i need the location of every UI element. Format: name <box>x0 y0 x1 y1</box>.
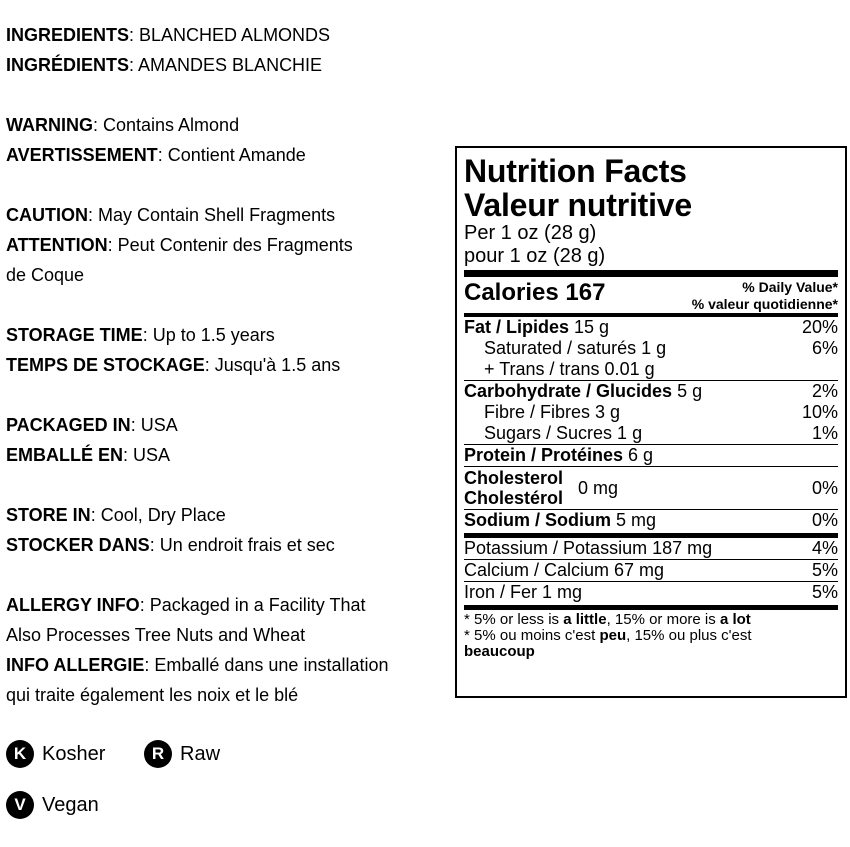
caution-en <box>6 200 456 230</box>
protein-amount: 6 g <box>623 445 654 465</box>
daily-value-header <box>692 279 838 313</box>
kosher-icon: K <box>6 740 34 768</box>
allergy-en <box>6 590 456 620</box>
allergy-fr-label: INFO ALLERGIE <box>6 655 145 675</box>
store-fr <box>6 530 456 560</box>
sugars-dv: 1% <box>811 423 838 443</box>
storage-en <box>6 320 456 350</box>
fat-amount: 15 g <box>569 317 610 337</box>
fat-label: Fat / Lipides <box>464 317 570 337</box>
saturated-label: Saturated / saturés 1 g <box>484 338 667 358</box>
allergy-fr <box>6 650 456 680</box>
warning-en-value: : Contains Almond <box>93 115 240 135</box>
caution-fr-label: ATTENTION <box>6 235 108 255</box>
footnote <box>464 610 838 660</box>
sugars-label: Sugars / Sucres 1 g <box>484 423 643 443</box>
footnote-fr: * 5% ou moins c'est peu, 15% ou plus c'est <box>464 627 752 644</box>
cholesterol-label <box>464 468 563 508</box>
cholesterol-amount: 0 mg <box>578 477 619 498</box>
warning-fr-label: AVERTISSEMENT <box>6 145 158 165</box>
nutrition-title-en: Nutrition Facts <box>464 153 687 189</box>
packaged-en <box>6 410 456 440</box>
ingredients-fr-label: INGRÉDIENTS <box>6 55 130 75</box>
fat-row <box>464 317 838 338</box>
carb-row <box>464 381 838 402</box>
store-fr-value: : Un endroit frais et sec <box>149 535 335 555</box>
fibre-row <box>464 402 838 423</box>
sodium-label: Sodium / Sodium <box>464 510 611 530</box>
product-info <box>6 20 456 710</box>
daily-value-fr: % valeur quotidienne* <box>691 296 838 312</box>
sodium-row <box>464 510 838 531</box>
calcium-dv: 5% <box>811 560 838 580</box>
potassium-dv: 4% <box>811 538 838 558</box>
caution-fr-value: : Peut Contenir des Fragments <box>107 235 353 255</box>
storage-fr-value: : Jusqu'à 1.5 ans <box>204 355 341 375</box>
kosher-badge <box>6 740 105 768</box>
fibre-dv: 10% <box>801 402 838 422</box>
nutrition-title-fr: Valeur nutritive <box>464 187 692 223</box>
caution-fr-cont: de Coque <box>6 265 85 285</box>
ingredients-en-value: : BLANCHED ALMONDS <box>129 25 331 45</box>
serving-size-en: Per 1 oz (28 g) <box>464 222 597 244</box>
caution-en-value: : May Contain Shell Fragments <box>88 205 336 225</box>
calcium-label: Calcium / Calcium 67 mg <box>464 560 665 580</box>
vegan-icon: V <box>6 791 34 819</box>
potassium-label: Potassium / Potassium 187 mg <box>464 538 713 558</box>
cholesterol-row <box>464 467 838 509</box>
trans-row <box>464 359 838 380</box>
allergy-en-value: : Packaged in a Facility That <box>139 595 366 615</box>
daily-value-en: % Daily Value* <box>742 279 838 295</box>
storage-en-label: STORAGE TIME <box>6 325 143 345</box>
raw-label: Raw <box>180 742 221 765</box>
calories-row <box>464 277 838 313</box>
footnote-fr-cont: beaucoup <box>464 643 535 660</box>
allergy-en-label: ALLERGY INFO <box>6 595 140 615</box>
storage-fr-label: TEMPS DE STOCKAGE <box>6 355 205 375</box>
saturated-row <box>464 338 838 359</box>
store-en-value: : Cool, Dry Place <box>90 505 226 525</box>
cholesterol-label-en: Cholesterol <box>464 468 564 488</box>
nutrition-facts-panel <box>455 146 847 698</box>
allergy-fr-cont: qui traite également les noix et le blé <box>6 685 299 705</box>
saturated-dv: 6% <box>811 338 838 358</box>
warning-fr <box>6 140 456 170</box>
calcium-row <box>464 560 838 581</box>
packaged-fr <box>6 440 456 470</box>
carb-dv: 2% <box>811 381 838 401</box>
ingredients-fr-value: : AMANDES BLANCHIE <box>129 55 323 75</box>
warning-en <box>6 110 456 140</box>
caution-fr <box>6 230 456 260</box>
trans-label: + Trans / trans 0.01 g <box>484 359 655 379</box>
storage-fr <box>6 350 456 380</box>
iron-label: Iron / Fer 1 mg <box>464 582 583 602</box>
sodium-amount: 5 mg <box>611 510 657 530</box>
kosher-label: Kosher <box>42 742 106 765</box>
allergy-fr-value: : Emballé dans une installation <box>144 655 389 675</box>
iron-dv: 5% <box>811 582 838 602</box>
raw-badge <box>144 740 220 768</box>
allergy-en-cont: Also Processes Tree Nuts and Wheat <box>6 625 306 645</box>
protein-label: Protein / Protéines <box>464 445 624 465</box>
packaged-en-value: : USA <box>130 415 178 435</box>
fibre-label: Fibre / Fibres 3 g <box>484 402 621 422</box>
vegan-badge <box>6 791 99 819</box>
store-fr-label: STOCKER DANS <box>6 535 150 555</box>
calories: Calories 167 <box>464 279 606 306</box>
storage-en-value: : Up to 1.5 years <box>142 325 275 345</box>
packaged-en-label: PACKAGED IN <box>6 415 131 435</box>
cholesterol-dv: 0% <box>811 477 838 498</box>
packaged-fr-label: EMBALLÉ EN <box>6 445 123 465</box>
carb-label: Carbohydrate / Glucides <box>464 381 673 401</box>
cholesterol-label-fr: Cholestérol <box>464 488 564 508</box>
iron-row <box>464 582 838 603</box>
raw-icon: R <box>144 740 172 768</box>
store-en <box>6 500 456 530</box>
ingredients-fr <box>6 50 456 80</box>
potassium-row <box>464 538 838 559</box>
serving-size-fr: pour 1 oz (28 g) <box>464 245 606 267</box>
caution-en-label: CAUTION <box>6 205 88 225</box>
carb-amount: 5 g <box>672 381 703 401</box>
warning-fr-value: : Contient Amande <box>157 145 306 165</box>
store-en-label: STORE IN <box>6 505 91 525</box>
footnote-en: * 5% or less is a little, 15% or more is a lot <box>464 611 751 628</box>
sugars-row <box>464 423 838 444</box>
vegan-label: Vegan <box>42 793 99 816</box>
warning-en-label: WARNING <box>6 115 93 135</box>
ingredients-en <box>6 20 456 50</box>
protein-row <box>464 445 838 466</box>
fat-dv: 20% <box>801 317 838 337</box>
ingredients-en-label: INGREDIENTS <box>6 25 130 45</box>
sodium-dv: 0% <box>811 510 838 530</box>
packaged-fr-value: : USA <box>123 445 171 465</box>
